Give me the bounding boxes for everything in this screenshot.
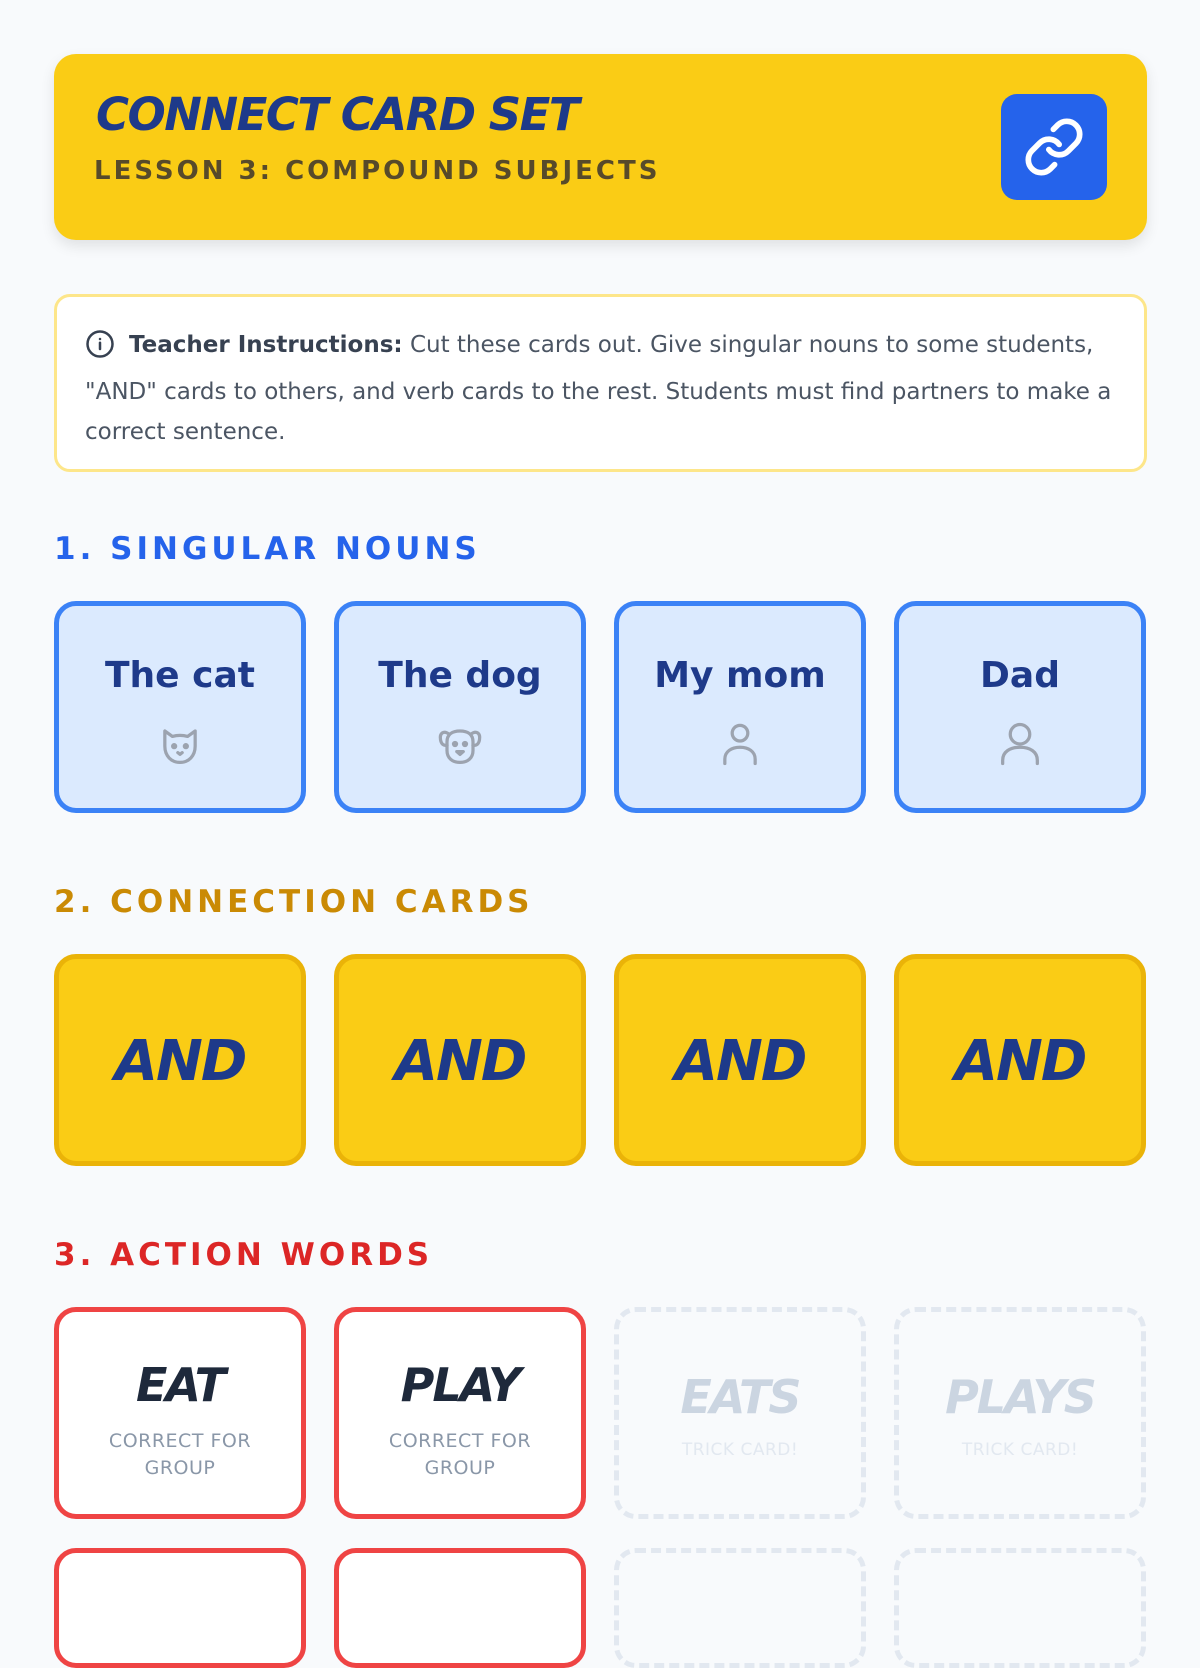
header-banner: [54, 54, 1147, 240]
noun-card-label: My mom: [654, 655, 826, 696]
noun-card-label: Dad: [980, 655, 1060, 696]
instructions-label: Teacher Instructions:: [129, 332, 403, 358]
connection-card-label: AND: [394, 1029, 526, 1094]
verb-card[interactable]: [334, 1307, 586, 1519]
trick-card-note: TRICK CARD!: [961, 1440, 1079, 1460]
trick-card-note: TRICK CARD!: [681, 1440, 799, 1460]
trick-card-label: PLAYS: [945, 1370, 1095, 1424]
person-icon: [994, 718, 1046, 770]
trick-card[interactable]: [614, 1307, 866, 1519]
section-title-nouns: 1. SINGULAR NOUNS: [54, 531, 481, 567]
connection-card[interactable]: [614, 954, 866, 1166]
link-button[interactable]: [1001, 94, 1107, 200]
section-title-connections: 2. CONNECTION CARDS: [54, 884, 534, 920]
noun-card-label: The dog: [378, 655, 542, 696]
connection-card[interactable]: [894, 954, 1146, 1166]
noun-card-label: The cat: [105, 655, 255, 696]
noun-card[interactable]: [334, 601, 586, 813]
verb-card-partial[interactable]: [334, 1548, 586, 1668]
connection-card-label: AND: [674, 1029, 806, 1094]
page-title: CONNECT CARD SET: [96, 88, 579, 141]
section-title-actions: 3. ACTION WORDS: [54, 1237, 434, 1273]
verb-card-note: CORRECT FOR GROUP: [388, 1430, 532, 1479]
noun-card[interactable]: [894, 601, 1146, 813]
link-icon: [1023, 116, 1085, 178]
connection-card-label: AND: [954, 1029, 1086, 1094]
trick-card-partial[interactable]: [614, 1548, 866, 1668]
connection-card[interactable]: [54, 954, 306, 1166]
noun-card[interactable]: [54, 601, 306, 813]
person-icon: [714, 718, 766, 770]
dog-icon: [434, 718, 486, 770]
teacher-instructions: [54, 294, 1147, 472]
cat-icon: [154, 718, 206, 770]
verb-card-label: EAT: [136, 1358, 224, 1412]
info-icon: [85, 329, 115, 372]
trick-card-label: EATS: [680, 1370, 800, 1424]
trick-card-partial[interactable]: [894, 1548, 1146, 1668]
verb-card[interactable]: [54, 1307, 306, 1519]
page-subtitle: LESSON 3: COMPOUND SUBJECTS: [94, 156, 661, 186]
verb-card-partial[interactable]: [54, 1548, 306, 1668]
connection-card-label: AND: [114, 1029, 246, 1094]
trick-card[interactable]: [894, 1307, 1146, 1519]
noun-card[interactable]: [614, 601, 866, 813]
connection-card[interactable]: [334, 954, 586, 1166]
verb-card-note: CORRECT FOR GROUP: [108, 1430, 252, 1479]
verb-card-label: PLAY: [400, 1358, 520, 1412]
instructions-text: Cut these cards out. Give singular nouns to some students, "AND" cards to others, and verb cards to the rest. Students must find partners to make a correct sentence.: [85, 332, 1112, 445]
